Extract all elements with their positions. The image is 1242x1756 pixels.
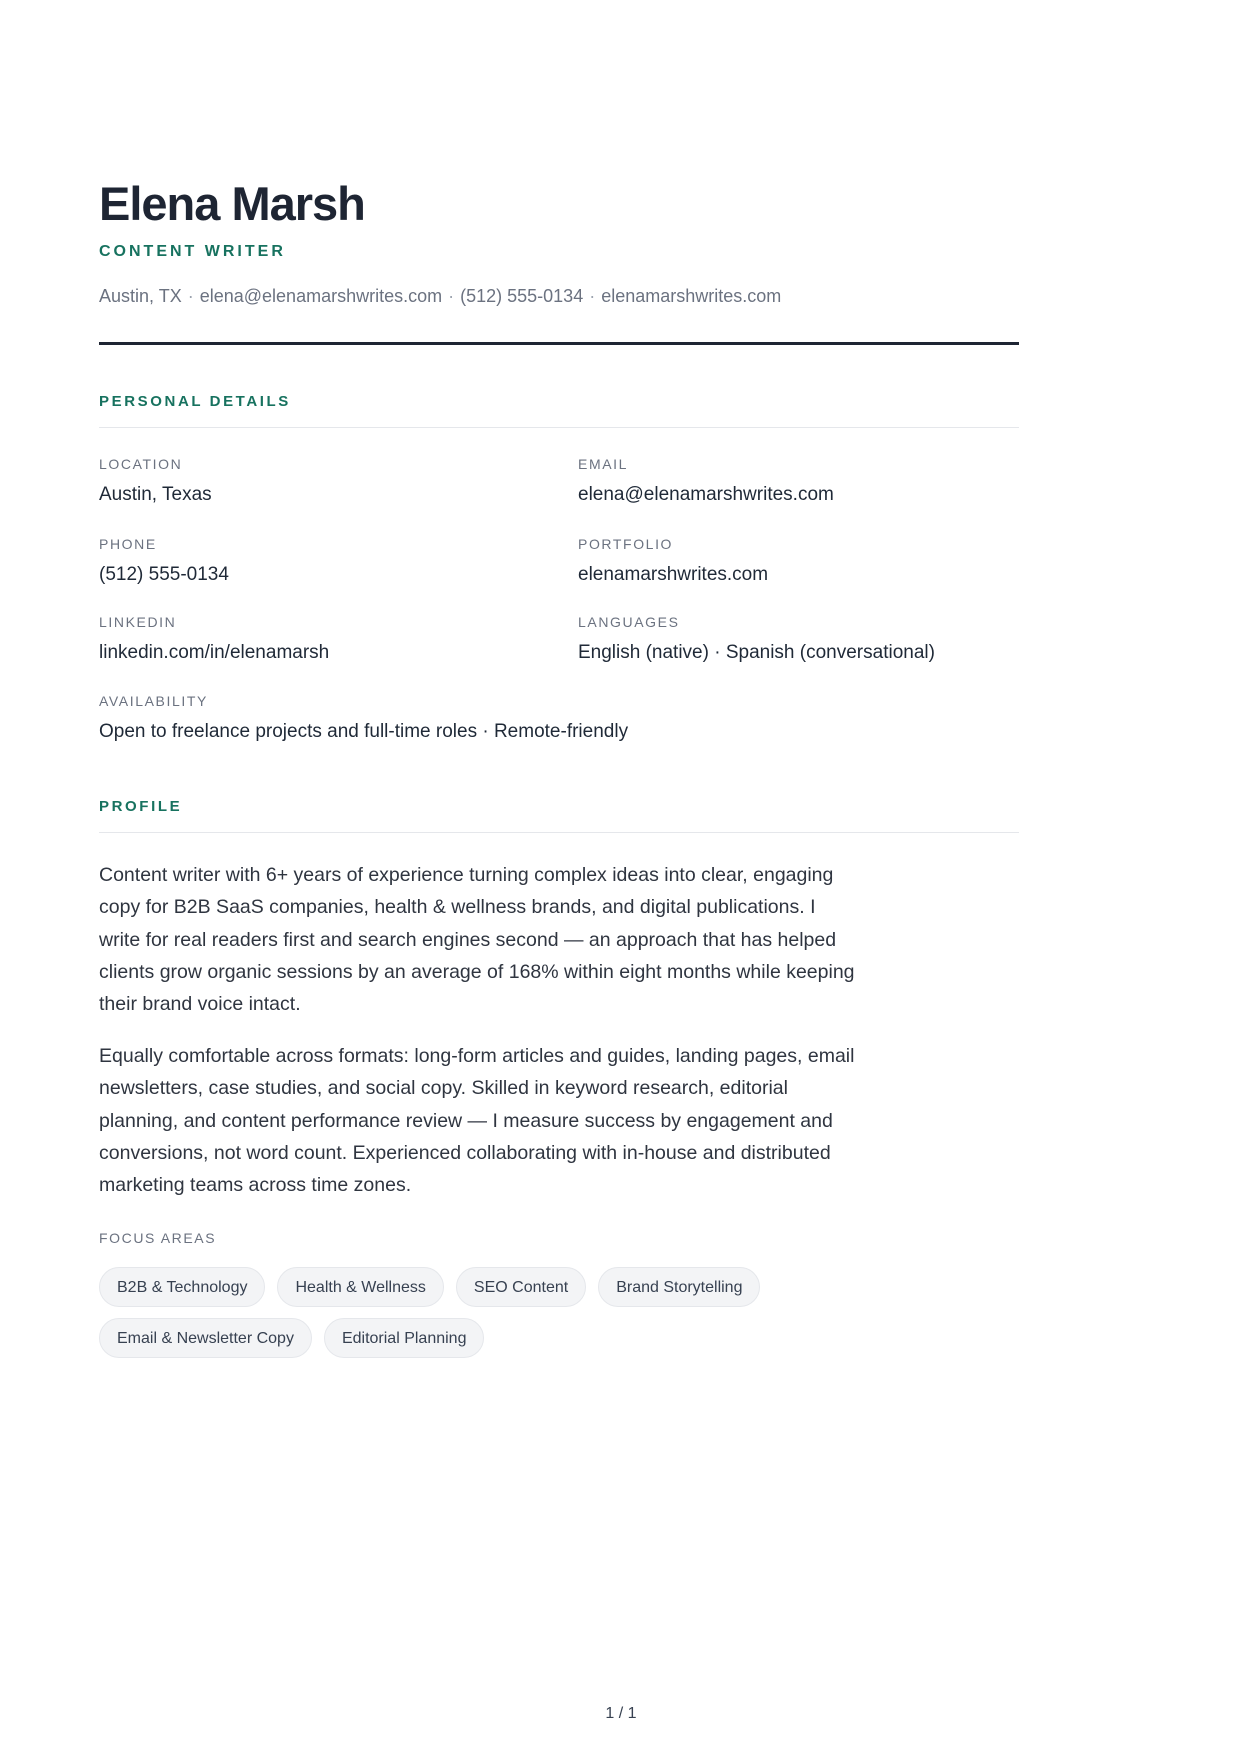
field-label: LANGUAGES xyxy=(578,614,680,630)
field-availability xyxy=(99,692,628,744)
contact-website[interactable]: elenamarshwrites.com xyxy=(601,286,782,306)
focus-tag: SEO Content xyxy=(456,1267,586,1307)
field-email xyxy=(578,455,834,507)
profile-paragraph: Equally comfortable across formats: long-form articles and guides, landing pages, email newsletters, case studies, and social copy. Skilled in keyword research, editorial planning, and content performance review — I measure success by engagement and conversions, not word count. Experienced collaborating with in-house and distributed marketing teams across time zones. xyxy=(99,1045,855,1197)
contact-city: Austin, TX xyxy=(99,286,182,306)
page-number: 1 / 1 xyxy=(605,1705,637,1722)
field-phone xyxy=(99,535,229,587)
focus-tag: B2B & Technology xyxy=(99,1267,265,1307)
contact-line xyxy=(99,286,781,307)
field-value[interactable]: elena@elenamarshwrites.com xyxy=(578,484,834,505)
candidate-name: Elena Marsh xyxy=(99,177,365,230)
focus-tag: Editorial Planning xyxy=(324,1318,485,1358)
profile-paragraph: Content writer with 6+ years of experience turning complex ideas into clear, engaging copy for B2B SaaS companies, health & wellness brands, and digital publications. I write for real readers first and search engines second — an approach that has helped clients grow organic sessions by an average of 168% within eight months while keeping their brand voice intact. xyxy=(99,864,855,1016)
field-label: PORTFOLIO xyxy=(578,536,674,552)
field-value: Austin, Texas xyxy=(99,484,212,505)
field-portfolio xyxy=(578,535,768,587)
field-value[interactable]: (512) 555-0134 xyxy=(99,564,229,585)
header-divider xyxy=(99,342,1019,345)
field-label: EMAIL xyxy=(578,456,629,472)
field-location xyxy=(99,455,212,507)
section-divider xyxy=(99,427,1019,428)
contact-separator: · xyxy=(589,286,596,306)
field-label: LINKEDIN xyxy=(99,614,177,630)
contact-separator: · xyxy=(187,286,194,306)
field-value: Open to freelance projects and full-time roles · Remote-friendly xyxy=(99,721,629,742)
focus-tag: Brand Storytelling xyxy=(598,1267,760,1307)
focus-tag: Email & Newsletter Copy xyxy=(99,1318,312,1358)
field-label: AVAILABILITY xyxy=(99,693,208,709)
field-value[interactable]: elenamarshwrites.com xyxy=(578,564,769,585)
focus-areas-tags xyxy=(99,1267,859,1358)
field-linkedin xyxy=(99,613,329,665)
focus-tag: Health & Wellness xyxy=(277,1267,443,1307)
field-value[interactable]: linkedin.com/in/elenamarsh xyxy=(99,642,330,663)
focus-areas-label: FOCUS AREAS xyxy=(99,1230,217,1246)
section-divider xyxy=(99,832,1019,833)
field-label: PHONE xyxy=(99,536,157,552)
field-languages xyxy=(578,613,935,665)
section-title-personal-details: PERSONAL DETAILS xyxy=(99,393,291,410)
job-title: CONTENT WRITER xyxy=(99,243,286,260)
field-value: English (native) · Spanish (conversational) xyxy=(578,642,935,663)
section-title-profile: PROFILE xyxy=(99,798,183,815)
contact-email[interactable]: elena@elenamarshwrites.com xyxy=(199,286,443,306)
field-label: LOCATION xyxy=(99,456,183,472)
contact-phone[interactable]: (512) 555-0134 xyxy=(460,286,584,306)
contact-separator: · xyxy=(448,286,455,306)
